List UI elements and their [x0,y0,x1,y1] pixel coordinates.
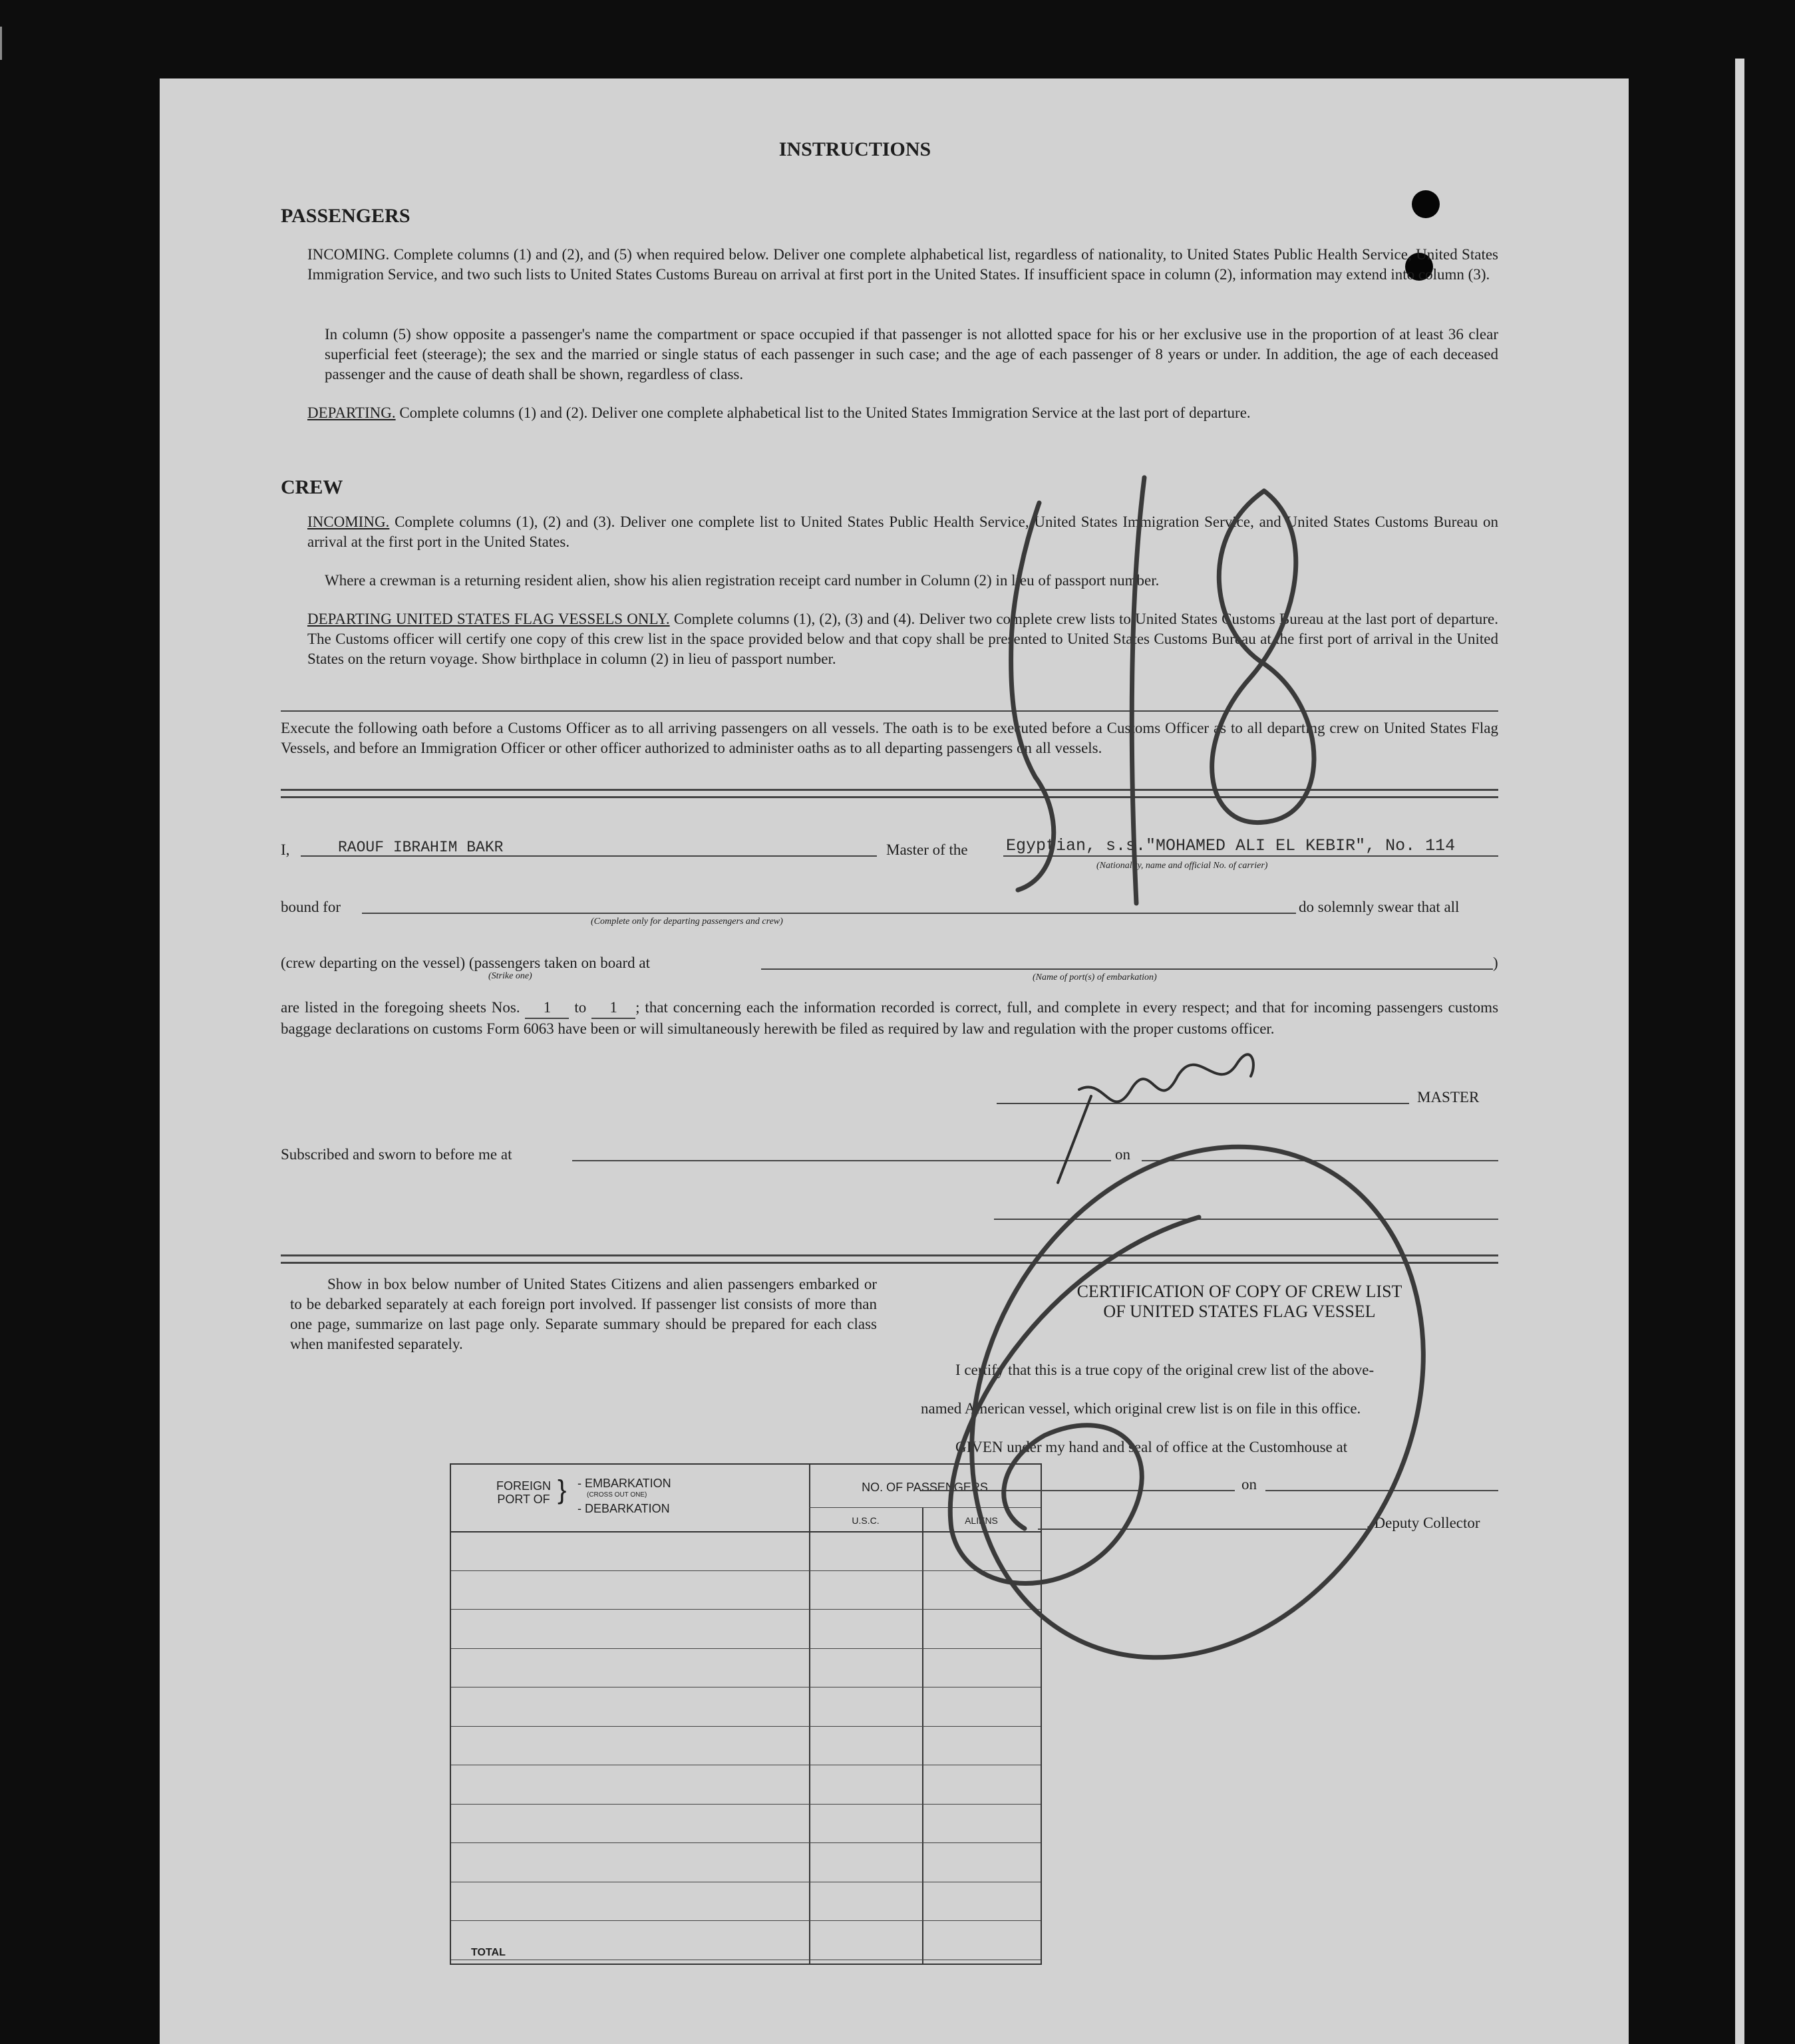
instructions-title: INSTRUCTIONS [778,138,931,160]
summary-intro: Show in box below number of United States Citizens and alien passengers embarked or to be debarked separately at each foreign port involved. If passenger list consists of more than one page, summarize on last page only. Separate summary should be prepared for each class when manifested separately. [290,1276,877,1352]
handwritten-six [950,1217,1199,1584]
signature-tail [1058,1096,1091,1183]
crew-incoming-text: Complete columns (1), (2) and (3). Deliver one complete list to United States Public Health Service, United States Immigration Service, and United States Customs Bureau on arrival at the first port in the United States. [307,513,1498,550]
crew-heading: CREW [281,476,343,498]
adjacent-page-edge [1735,59,1744,2044]
handwritten-slash [1132,478,1144,903]
crew-departing-label: DEPARTING UNITED STATES FLAG VESSELS ONLY. [307,611,670,627]
crew-passengers-label: (crew departing on the vessel) (passengers taken on board at [281,954,650,971]
oath-i-label: I, [281,841,290,858]
certification-on-label: on [1241,1476,1257,1493]
bound-for-label: bound for [281,899,341,915]
carrier-sub-label: (Nationality, name and official No. of carrier) [1096,861,1268,871]
master-signature [1079,1054,1253,1101]
crew-departing-text: Complete columns (1), (2), (3) and (4). Deliver two complete crew lists to United States Customs Bureau at the last port of departure. The Customs officer will certify one copy of this crew list in the space provided below and that copy shall be presented to United States Customs Bureau at the first port of arrival in the United States on the return voyage. Show birthplace in column (2) in lieu of passport number. [307,611,1499,667]
passengers-heading: PASSENGERS [281,205,410,227]
carrier-value: Egyptian, s.s."MOHAMED ALI EL KEBIR", No. 114 [1006,836,1456,855]
master-of-label: Master of the [886,841,968,858]
crew-resident-paragraph: Where a crewman is a returning resident alien, show his alien registration receipt card number in Column (2) in lieu of passport number. [325,572,1160,589]
passengers-incoming-text: Complete columns (1) and (2), and (5) when required below. Deliver one complete alphabetical list, regardless of nationality, to United States Public Health Service, United States Immigration Service, and two such lists to United States Customs Bureau on arrival at first port in the United States. If insufficient space in column (2), information may extend into column (3). [307,246,1498,283]
subscribed-on-label: on [1115,1146,1130,1163]
deputy-collector-label: , Deputy Collector [1367,1515,1480,1531]
passengers-departing-text: Complete columns (1) and (2). Deliver one complete alphabetical list to the United States Immigration Service at the last port of departure. [399,404,1251,421]
cross-out-label: (CROSS OUT ONE) [587,1491,647,1499]
listed-label: are listed in the foregoing sheets Nos. [281,999,520,1016]
crew-incoming-label: INCOMING. [307,513,390,530]
handwritten-five-stem [1011,503,1039,777]
to-label: to [574,999,587,1016]
close-paren: ) [1493,954,1498,971]
handwritten-five-bowl [1018,777,1054,890]
embarkation-label: - EMBARKATION [577,1477,671,1490]
master-name-value: RAOUF IBRAHIM BAKR [338,839,504,856]
passengers-column5-paragraph: In column (5) show opposite a passenger's name the compartment or space occupied if that passenger is not allotted space for his or her exclusive use in the proportion of at least 36 clear superficial feet (steerage); the sex and the married or single status of each passenger in such case; and the age of each passenger of 8 years or under. In addition, the age of each deceased passenger and the cause of death shall be shown, regardless of class. [325,326,1498,382]
brace-glyph: } [558,1475,567,1505]
sheet-from-value: 1 [525,998,569,1019]
master-label: MASTER [1417,1089,1480,1105]
listed-text: ; that concerning each the information recorded is correct, full, and complete in every respect; and that for incoming passengers customs baggage declarations on customs Form 6063 have been or will simultaneously herewith be filed as required by law and regulation with the proper customs officer. [281,999,1499,1037]
bound-for-sub-label: (Complete only for departing passengers and crew) [591,917,783,927]
oath-instructions-paragraph: Execute the following oath before a Customs Officer as to all arriving passengers on all vessels. The oath is to be executed before a Customs Officer as to all departing crew on United States Flag Vessels, and before an Immigration Officer or other officer authorized to administer oaths as to all departing passengers on all vessels. [281,720,1498,756]
usc-header: U.S.C. [852,1515,880,1526]
total-label: TOTAL [471,1947,506,1958]
passengers-incoming-label: INCOMING. [307,246,390,263]
passengers-departing-label: DEPARTING. [307,404,396,421]
debarkation-label: - DEBARKATION [577,1502,670,1515]
swear-label: do solemnly swear that all [1299,899,1460,915]
left-edge-mark [0,27,7,60]
subscribed-label: Subscribed and sworn to before me at [281,1146,512,1163]
handwriting-overlay [160,78,1629,2044]
strike-one-sub-label: (Strike one) [488,971,532,981]
given-text: GIVEN under my hand and seal of office at the Customhouse at [955,1439,1348,1455]
handwritten-eight [1212,491,1314,823]
sheet-to-value: 1 [591,998,635,1019]
certification-title-line2: OF UNITED STATES FLAG VESSEL [1103,1302,1376,1321]
ports-sub-label: (Name of port(s) of embarkation) [1033,972,1157,982]
aliens-header: ALIENS [965,1515,998,1526]
certification-title-line1: CERTIFICATION OF COPY OF CREW LIST [1076,1282,1402,1301]
col-foreign-port: FOREIGN PORT OF [496,1479,551,1506]
certify-line1: I certify that this is a true copy of the original crew list of the above- [955,1362,1375,1378]
no-passengers-header: NO. OF PASSENGERS [862,1481,988,1494]
document-page [160,78,1629,2044]
certify-line2: named American vessel, which original crew list is on file in this office. [921,1400,1361,1417]
